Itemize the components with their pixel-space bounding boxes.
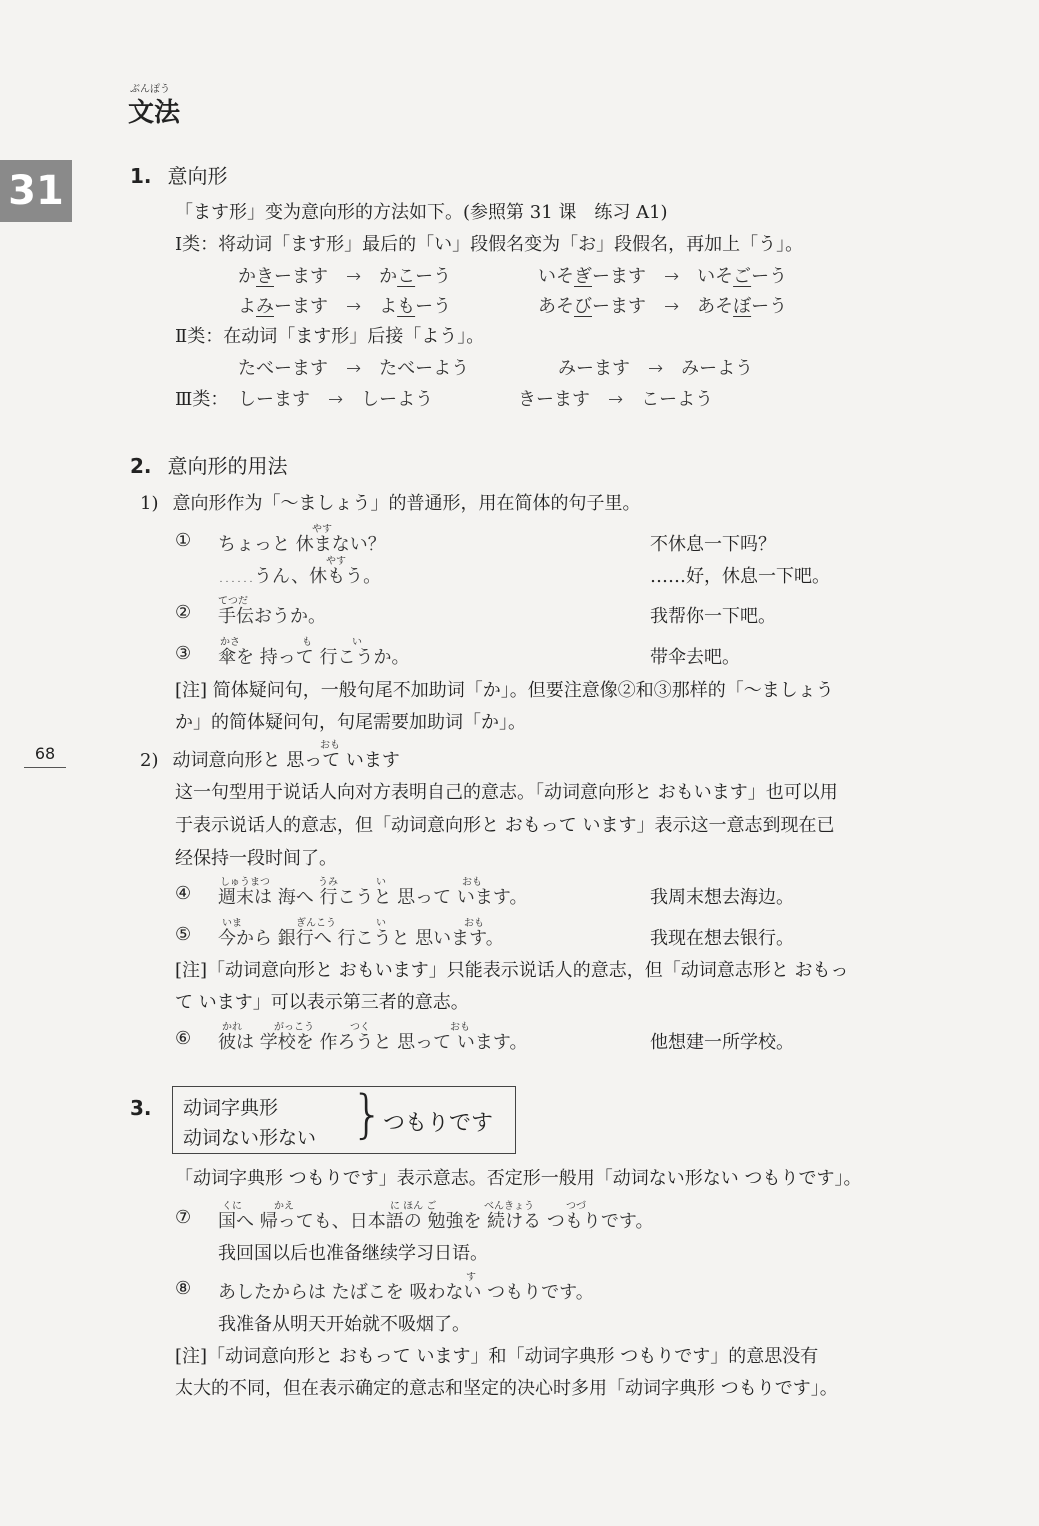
- ruby: うみ: [318, 877, 338, 888]
- ex-1-japanese: ちょっと 休まない？: [218, 534, 386, 555]
- ex-underlined: も: [397, 296, 416, 317]
- ruby: いま: [222, 918, 242, 929]
- pattern-line-1: 动词字典形: [183, 1097, 279, 1119]
- ruby: おも: [450, 1022, 470, 1033]
- point-number: 1): [140, 493, 159, 514]
- ex-underlined: こ: [397, 266, 416, 287]
- pattern-line-2: 动词ない形ない: [183, 1127, 317, 1149]
- section-2-heading: [130, 450, 288, 479]
- ex-4-chinese: 我周末想去海边。: [650, 887, 794, 908]
- ruby: つづ: [566, 1201, 586, 1212]
- ruby: ぎんこう: [296, 918, 336, 929]
- ruby: おも: [462, 877, 482, 888]
- note-2-line-1: [注]「动词意向形と おもいます」只能表示说话人的意志，但「动词意志形と おもっ: [175, 960, 849, 981]
- ex-1-chinese: 不休息一下吗？: [650, 534, 776, 555]
- ex-part: ーう: [751, 266, 788, 287]
- ex-5-japanese: 今から 銀行へ 行こうと 思います。: [218, 928, 504, 949]
- section-2-title: 意向形的用法: [167, 454, 288, 478]
- example-kaki: [238, 262, 451, 288]
- ex-part: ーう: [415, 266, 452, 287]
- ex-1b-japanese: ……うん、休もう。: [218, 566, 382, 587]
- class-2-label: Ⅱ类：: [175, 326, 224, 347]
- class-3-label: Ⅲ类：: [175, 389, 229, 410]
- ruby: かれ: [222, 1022, 242, 1033]
- ex-4-number: ④: [175, 883, 192, 904]
- ex-5-number: ⑤: [175, 924, 192, 945]
- class-2-text: 在动词「ます形」后接「よう」。: [223, 326, 485, 347]
- ruby: やす: [326, 556, 346, 567]
- example-yomi: [238, 292, 451, 318]
- ex-7-number: ⑦: [175, 1207, 192, 1228]
- ex-part: ーます → よ: [274, 296, 398, 317]
- example-shi: しーます → しーよう: [238, 389, 434, 410]
- example-isogi: [538, 262, 787, 288]
- note-2-line-2: て います」可以表示第三者的意志。: [175, 992, 469, 1013]
- example-asobi: [538, 292, 787, 318]
- example-ki: きーます → こーよう: [518, 389, 714, 410]
- section-2-number: 2.: [130, 454, 152, 478]
- ex-underlined: み: [256, 296, 274, 317]
- ex-7-japanese: 国へ 帰っても、日本語の 勉強を 続ける つもりです。: [218, 1211, 654, 1232]
- class-1-label: Ⅰ类：: [175, 234, 219, 255]
- section-3-number: [130, 1096, 168, 1120]
- ex-part: ーう: [415, 296, 452, 317]
- ex-underlined: き: [256, 266, 274, 287]
- ex-part: よ: [238, 296, 256, 317]
- note-3-line-1: [注]「动词意向形と おもって います」和「动词字典形 つもりです」的意思没有: [175, 1346, 819, 1367]
- ex-part: いそ: [538, 266, 574, 287]
- ex-4-japanese: 週末は 海へ 行こうと 思って います。: [218, 887, 528, 908]
- ex-underlined: ご: [733, 266, 752, 287]
- note-1-line-2: か」的简体疑问句，句尾需要加助词「か」。: [175, 712, 526, 733]
- ex-part: ーます → あそ: [592, 296, 734, 317]
- brace-icon: }: [351, 1085, 385, 1145]
- point-title: 动词意向形と 思って います: [172, 750, 400, 771]
- title-ruby: ぶんぽう: [130, 84, 170, 95]
- ex-8-number: ⑧: [175, 1278, 192, 1299]
- ex-8-japanese: あしたからは たばこを 吸わない つもりです。: [218, 1282, 594, 1303]
- section-3-intro: 「动词字典形 つもりです」表示意志。否定形一般用「动词ない形ない つもりです」。: [175, 1168, 862, 1189]
- ex-2-chinese: 我帮你一下吧。: [650, 606, 776, 627]
- ex-5-chinese: 我现在想去银行。: [650, 928, 794, 949]
- ex-3-chinese: 带伞去吧。: [650, 647, 740, 668]
- ex-6-number: ⑥: [175, 1028, 192, 1049]
- ex-part: ーう: [751, 296, 788, 317]
- section-1-heading: [130, 160, 228, 189]
- section-1-number: 1.: [130, 164, 152, 188]
- class-2-rule: [175, 322, 484, 348]
- page-number: 68: [24, 744, 66, 768]
- example-tabe: たべーます → たべーよう: [238, 358, 470, 379]
- ex-underlined: ぼ: [733, 296, 752, 317]
- section-1-title: 意向形: [167, 164, 228, 188]
- section-number: 3.: [130, 1096, 152, 1120]
- ex-1b-chinese: ……好，休息一下吧。: [650, 566, 830, 587]
- ruby: い: [352, 637, 362, 648]
- ruby: かさ: [220, 637, 240, 648]
- class-1-rule: [175, 230, 803, 256]
- page-title: 文法: [128, 98, 181, 128]
- ruby: べんきょう: [484, 1201, 534, 1212]
- example-mi: みーます → みーよう: [558, 358, 754, 379]
- ex-6-japanese: 彼は 学校を 作ろうと 思って います。: [218, 1032, 528, 1053]
- ruby: かえ: [274, 1201, 294, 1212]
- ruby: くに: [222, 1201, 242, 1212]
- ruby: しゅうまつ: [220, 877, 270, 888]
- ex-2-japanese: 手伝おうか。: [218, 606, 326, 627]
- ex-3-japanese: 傘を 持って 行こうか。: [218, 647, 410, 668]
- ruby: も: [302, 637, 312, 648]
- point-1: [140, 489, 640, 515]
- point-2-line-2: 于表示说话人的意志，但「动词意向形と おもって います」表示这一意志到现在已: [175, 815, 835, 836]
- ruby: い: [376, 877, 386, 888]
- ruby: がっこう: [274, 1022, 314, 1033]
- ex-2-number: ②: [175, 602, 192, 623]
- ruby: す: [466, 1272, 476, 1283]
- ex-8-chinese: 我准备从明天开始就不吸烟了。: [218, 1314, 470, 1335]
- ex-3-number: ③: [175, 643, 192, 664]
- ex-underlined: び: [574, 296, 592, 317]
- ex-part: か: [238, 266, 256, 287]
- ex-7-chinese: 我回国以后也准备继续学习日语。: [218, 1243, 488, 1264]
- point-number: 2): [140, 750, 159, 771]
- ruby: おも: [320, 740, 340, 751]
- ruby: やす: [312, 524, 332, 535]
- lesson-tab: 31: [0, 160, 72, 222]
- ruby: に ほん ご: [390, 1201, 437, 1212]
- ex-1-number: ①: [175, 530, 192, 551]
- note-3-line-2: 太大的不同，但在表示确定的意志和坚定的决心时多用「动词字典形 つもりです」。: [175, 1378, 838, 1399]
- ex-part: ーます → いそ: [592, 266, 734, 287]
- point-2-line-3: 经保持一段时间了。: [175, 848, 337, 869]
- ex-underlined: ぎ: [574, 266, 592, 287]
- ruby: てつだ: [218, 596, 248, 607]
- ruby: つく: [350, 1022, 370, 1033]
- point-2: [140, 746, 400, 772]
- class-1-text: 将动词「ます形」最后的「い」段假名变为「お」段假名，再加上「う」。: [218, 234, 804, 255]
- ex-part: あそ: [538, 296, 574, 317]
- ruby: おも: [464, 918, 484, 929]
- ex-part: ーます → か: [274, 266, 398, 287]
- note-1-line-1: [注] 简体疑问句，一般句尾不加助词「か」。但要注意像②和③那样的「～ましょう: [175, 680, 834, 701]
- point-2-line-1: 这一句型用于说话人向对方表明自己的意志。「动词意向形と おもいます」也可以用: [175, 782, 838, 803]
- ruby: い: [376, 918, 386, 929]
- pattern-tsumori: つもりです: [383, 1111, 494, 1136]
- section-1-intro: 「ます形」变为意向形的方法如下。(参照第 31 课 练习 A1): [175, 202, 668, 223]
- ex-6-chinese: 他想建一所学校。: [650, 1032, 794, 1053]
- pattern-box: [172, 1086, 516, 1154]
- point-text: 意向形作为「～ましょう」的普通形，用在简体的句子里。: [172, 493, 641, 514]
